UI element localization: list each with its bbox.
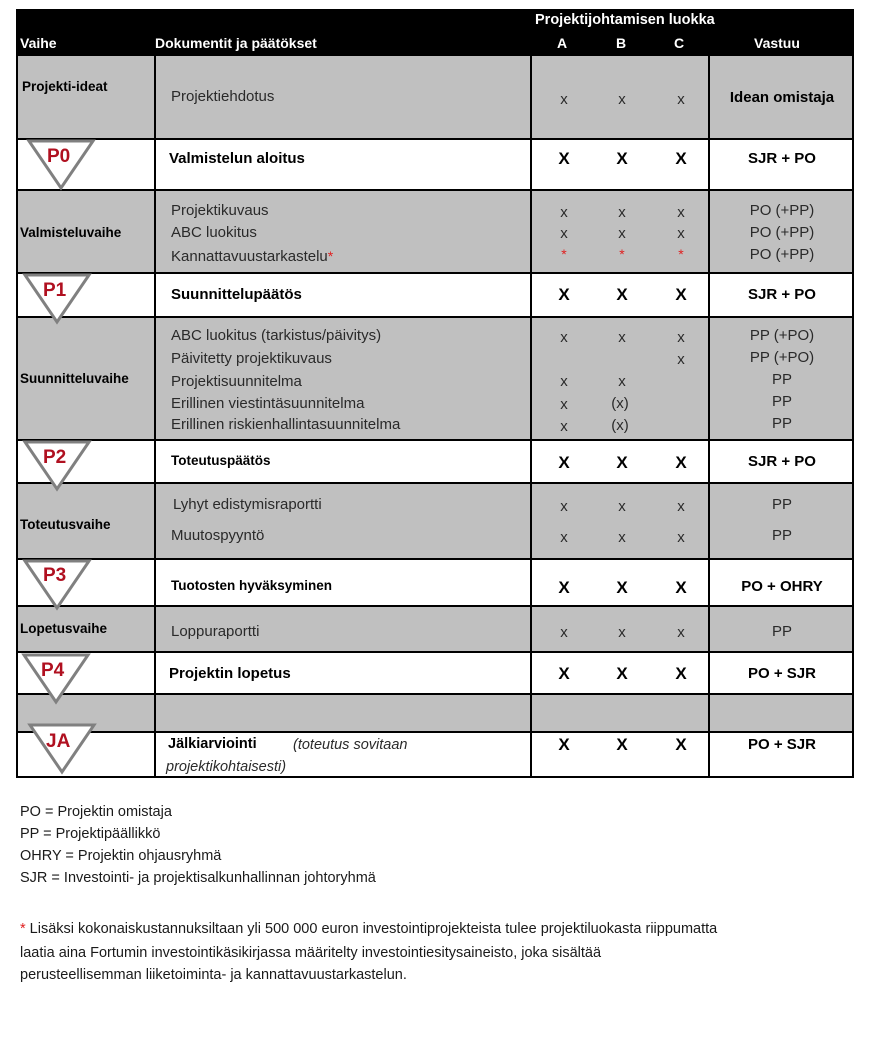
col-a-header: A bbox=[557, 35, 568, 51]
mark-b: X bbox=[616, 453, 628, 472]
doc-item: Kannattavuustarkastelu* bbox=[171, 248, 334, 265]
doc-item: Loppuraportti bbox=[171, 623, 260, 640]
doc-item: Projektiehdotus bbox=[171, 88, 275, 105]
mark-b: X bbox=[616, 735, 628, 754]
mark-a: * bbox=[561, 246, 567, 262]
mark-a: X bbox=[558, 578, 570, 597]
divider bbox=[16, 731, 854, 733]
mark-a: x bbox=[560, 418, 568, 435]
phase-label-impl: Toteutusvaihe bbox=[20, 517, 111, 532]
divider bbox=[16, 138, 854, 140]
mark-b: x bbox=[618, 91, 626, 108]
doc-item: Muutospyyntö bbox=[171, 527, 265, 544]
mark-a: x bbox=[560, 373, 568, 390]
divider bbox=[16, 605, 854, 607]
legend-item: OHRY = Projektin ohjausryhmä bbox=[20, 848, 222, 864]
responsibility: PO + OHRY bbox=[741, 578, 823, 595]
mark-a: x bbox=[560, 91, 568, 108]
mark-c: X bbox=[675, 735, 687, 754]
divider bbox=[16, 651, 854, 653]
mark-b: (x) bbox=[611, 417, 629, 434]
mark-b: x bbox=[618, 373, 626, 390]
mark-b: x bbox=[618, 498, 626, 515]
mark-c: x bbox=[677, 624, 685, 641]
mark-c: X bbox=[675, 578, 687, 597]
gate-p0-label: P0 bbox=[47, 146, 71, 167]
gate-p1-label: P1 bbox=[43, 280, 67, 301]
responsibility: PP bbox=[771, 623, 792, 640]
footnote: * Lisäksi kokonaiskustannuksiltaan yli 500 000 euron investointiprojekteista tulee projektiluokasta riippumatta bbox=[20, 921, 718, 937]
gate-ja-label: JA bbox=[46, 731, 71, 752]
mark-c: x bbox=[677, 225, 685, 242]
phase-label-prep: Valmisteluvaihe bbox=[20, 225, 122, 240]
legend-item: SJR = Investointi- ja projektisalkunhallinnan johtoryhmä bbox=[20, 870, 376, 886]
gate-p4-label: P4 bbox=[41, 660, 65, 681]
class-title: Projektijohtamisen luokka bbox=[535, 12, 715, 28]
divider bbox=[530, 56, 532, 778]
mark-c: x bbox=[677, 351, 685, 368]
gate-p2-label: P2 bbox=[43, 447, 67, 468]
mark-a: X bbox=[558, 285, 570, 304]
doc-item: Lyhyt edistymisraportti bbox=[173, 496, 322, 513]
mark-a: X bbox=[558, 149, 570, 168]
decision-note: (toteutus sovitaan bbox=[293, 737, 408, 753]
responsibility: PO + SJR bbox=[748, 665, 816, 682]
divider bbox=[16, 189, 854, 191]
responsibility: PP bbox=[771, 371, 792, 388]
responsibility: PO (+PP) bbox=[749, 246, 815, 263]
mark-a: X bbox=[558, 453, 570, 472]
decision-item: Jälkiarviointi bbox=[168, 736, 257, 752]
col-b-header: B bbox=[616, 35, 627, 51]
mark-a: x bbox=[560, 225, 568, 242]
doc-item: ABC luokitus bbox=[171, 224, 257, 241]
divider bbox=[154, 56, 156, 778]
mark-b: * bbox=[619, 246, 625, 262]
mark-c: x bbox=[677, 498, 685, 515]
responsibility: PP bbox=[771, 415, 792, 432]
divider bbox=[16, 56, 18, 778]
footnote: laatia aina Fortumin investointikäsikirjassa määritelty investointiesitysaineisto, joka sisältää bbox=[20, 945, 602, 961]
mark-c: X bbox=[675, 149, 687, 168]
responsibility: SJR + PO bbox=[748, 286, 816, 303]
divider bbox=[16, 776, 854, 778]
mark-b: X bbox=[616, 578, 628, 597]
responsibility: SJR + PO bbox=[748, 150, 816, 167]
mark-a: x bbox=[560, 396, 568, 413]
doc-item: ABC luokitus (tarkistus/päivitys) bbox=[171, 327, 382, 344]
mark-a: x bbox=[560, 204, 568, 221]
mark-b: X bbox=[616, 285, 628, 304]
responsibility: PP bbox=[771, 496, 792, 513]
mark-b: X bbox=[616, 149, 628, 168]
responsibility: PP bbox=[771, 393, 792, 410]
responsibility: PO + SJR bbox=[748, 736, 816, 753]
gate-p3-label: P3 bbox=[43, 565, 67, 586]
col-documents-header: Dokumentit ja päätökset bbox=[155, 35, 317, 51]
row-empty bbox=[16, 694, 854, 732]
phase-label-plan: Suunnitteluvaihe bbox=[20, 371, 129, 386]
decision-note: projektikohtaisesti) bbox=[166, 759, 287, 775]
mark-b: (x) bbox=[611, 395, 629, 412]
mark-b: x bbox=[618, 225, 626, 242]
mark-c: x bbox=[677, 91, 685, 108]
phase-label-closing: Lopetusvaihe bbox=[20, 621, 108, 636]
legend-item: PP = Projektipäällikkö bbox=[20, 826, 161, 842]
doc-item: Erillinen viestintäsuunnitelma bbox=[171, 395, 365, 412]
divider bbox=[16, 693, 854, 695]
decision-item: Suunnittelupäätös bbox=[171, 286, 302, 303]
mark-b: x bbox=[618, 204, 626, 221]
doc-item: Projektisuunnitelma bbox=[171, 373, 302, 390]
col-c-header: C bbox=[674, 35, 685, 51]
responsibility: PP (+PO) bbox=[749, 327, 815, 344]
responsibility: PO (+PP) bbox=[749, 224, 815, 241]
divider bbox=[16, 482, 854, 484]
mark-c: X bbox=[675, 285, 687, 304]
mark-a: x bbox=[560, 529, 568, 546]
divider bbox=[16, 558, 854, 560]
mark-a: x bbox=[560, 498, 568, 515]
doc-item: Projektikuvaus bbox=[171, 202, 269, 219]
responsibility: PP bbox=[771, 527, 792, 544]
mark-b: x bbox=[618, 624, 626, 641]
responsibility: PP (+PO) bbox=[749, 349, 815, 366]
decision-item: Valmistelun aloitus bbox=[169, 150, 305, 167]
phase-label-ideas: Projekti-ideat bbox=[22, 79, 108, 94]
mark-a: X bbox=[558, 735, 570, 754]
divider bbox=[16, 272, 854, 274]
doc-item: Erillinen riskienhallintasuunnitelma bbox=[171, 416, 401, 433]
mark-c: * bbox=[678, 246, 684, 262]
responsibility: PO (+PP) bbox=[749, 202, 815, 219]
mark-b: X bbox=[616, 664, 628, 683]
mark-b: x bbox=[618, 529, 626, 546]
table-header bbox=[16, 9, 854, 56]
decision-item: Projektin lopetus bbox=[169, 665, 291, 682]
mark-c: x bbox=[677, 529, 685, 546]
decision-item: Tuotosten hyväksyminen bbox=[171, 578, 333, 593]
mark-a: X bbox=[558, 664, 570, 683]
decision-item: Toteutuspäätös bbox=[171, 453, 271, 468]
mark-c: x bbox=[677, 329, 685, 346]
mark-a: x bbox=[560, 329, 568, 346]
divider bbox=[16, 439, 854, 441]
responsibility: Idean omistaja bbox=[729, 89, 835, 106]
mark-a: x bbox=[560, 624, 568, 641]
mark-c: X bbox=[675, 453, 687, 472]
divider bbox=[16, 316, 854, 318]
legend-item: PO = Projektin omistaja bbox=[20, 804, 172, 820]
mark-b: x bbox=[618, 329, 626, 346]
mark-c: X bbox=[675, 664, 687, 683]
doc-item: Päivitetty projektikuvaus bbox=[171, 350, 332, 367]
responsibility: SJR + PO bbox=[748, 453, 816, 470]
col-responsibility-header: Vastuu bbox=[754, 35, 800, 51]
col-phase-header: Vaihe bbox=[20, 35, 57, 51]
mark-c: x bbox=[677, 204, 685, 221]
footnote: perusteellisemman liiketoiminta- ja kannattavuustarkastelun. bbox=[20, 967, 407, 983]
row-impl bbox=[16, 483, 854, 559]
